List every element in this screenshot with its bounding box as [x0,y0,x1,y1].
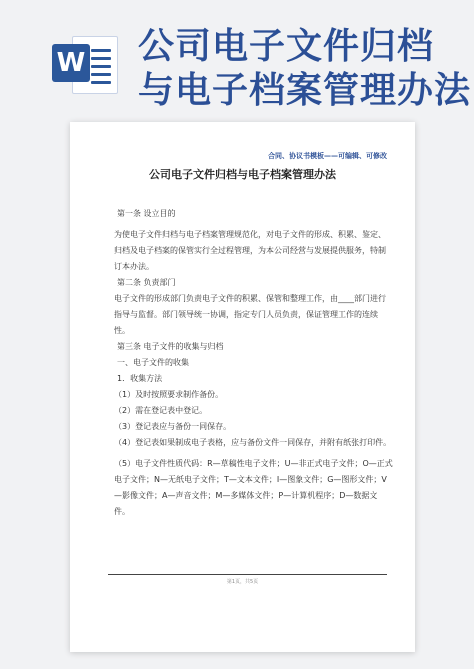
banner-title-line1: 公司电子文件归档 [138,26,435,67]
paragraph: 为使电子文件归档与电子档案管理规范化，对电子文件的形成、积累、鉴定、归档及电子档案的保管实行全过程管理，为本公司经营与发展提供服务，特制订本办法。 [114,230,386,271]
list-item: （5）电子文件性质代码：R—草稿性电子文件；U—非正式电子文件；O—正式电子文件；N—无纸电子文件；T—文本文件；I—图象文件；G—图形文件；V—影像文件；A—声音文件；M—多媒体文件；P—计算机程序；D—数据文件。 [114,459,393,516]
list-item: （3）登记表应与备份一同保存。 [114,422,232,431]
section-heading: 第三条 电子文件的收集与归档 [117,342,224,351]
word-badge: W [52,44,90,82]
template-link-note[interactable]: 合同、协议书模板——可编辑、可修改 [268,152,387,160]
page-footer: 第1页，共5页 [226,579,259,585]
list-item: （1）及时按照要求制作备份。 [114,390,224,399]
section-heading: 第二条 负责部门 [117,278,176,287]
paragraph: 电子文件的形成部门负责电子文件的积累、保管和整理工作，由____部门进行指导与监督。部门领导统一协调，指定专门人员负责，保证管理工作的连续性。 [114,294,386,335]
subsection-heading: 一、电子文件的收集 [117,358,189,367]
banner [0,0,474,120]
banner-title-line2: 与电子档案管理办法 [138,70,472,111]
list-item: 1．收集方法 [117,374,163,383]
document-body [114,206,393,520]
document-title: 公司电子文件归档与电子档案管理办法 [149,168,336,181]
section-heading: 第一条 设立目的 [117,209,176,218]
list-item: （2）需在登记表中登记。 [114,406,208,415]
footer-divider [108,574,387,575]
list-item: （4）登记表如果制成电子表格，应与备份文件一同保存，并附有纸张打印件。 [114,438,392,447]
word-icon [52,32,118,94]
document-page [70,122,415,652]
